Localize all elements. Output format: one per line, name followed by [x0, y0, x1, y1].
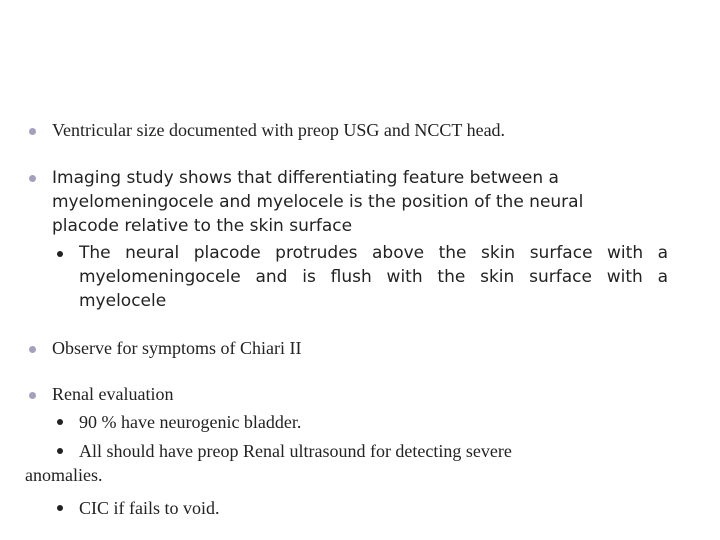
sub-bullet-renal-ultrasound-line-1: All should have preop Renal ultrasound for detecting severe	[79, 441, 512, 461]
bullet-marker	[29, 392, 36, 399]
bullet-ventricular-size: Ventricular size documented with preop USG and NCCT head.	[52, 120, 506, 140]
sub-bullet-marker	[57, 505, 63, 511]
bullet-chiari: Observe for symptoms of Chiari II	[52, 338, 302, 358]
bullet-marker	[29, 175, 36, 182]
sub-bullet-marker	[57, 251, 63, 257]
sub-bullet-cic: CIC if fails to void.	[79, 498, 220, 518]
bullet-imaging-line-1: Imaging study shows that differentiating feature between a	[52, 168, 559, 188]
bullet-renal-evaluation: Renal evaluation	[52, 384, 174, 404]
sub-bullet-marker	[57, 419, 63, 425]
sub-bullet-placode-line-3: myelocele	[79, 291, 167, 311]
sub-bullet-neurogenic-bladder: 90 % have neurogenic bladder.	[79, 412, 302, 432]
bullet-marker	[29, 128, 36, 135]
bullet-marker	[29, 346, 36, 353]
sub-bullet-placode-line-1: The neural placode protrudes above the skin surface with a	[79, 243, 668, 263]
sub-bullet-marker	[57, 448, 63, 454]
bullet-imaging-line-3: placode relative to the skin surface	[52, 216, 353, 236]
sub-bullet-placode-line-2: myelomeningocele and is flush with the skin surface with a	[79, 267, 668, 287]
bullet-imaging-line-2: myelomeningocele and myelocele is the position of the neural	[52, 192, 584, 212]
sub-bullet-renal-ultrasound-line-2: anomalies.	[25, 465, 103, 485]
